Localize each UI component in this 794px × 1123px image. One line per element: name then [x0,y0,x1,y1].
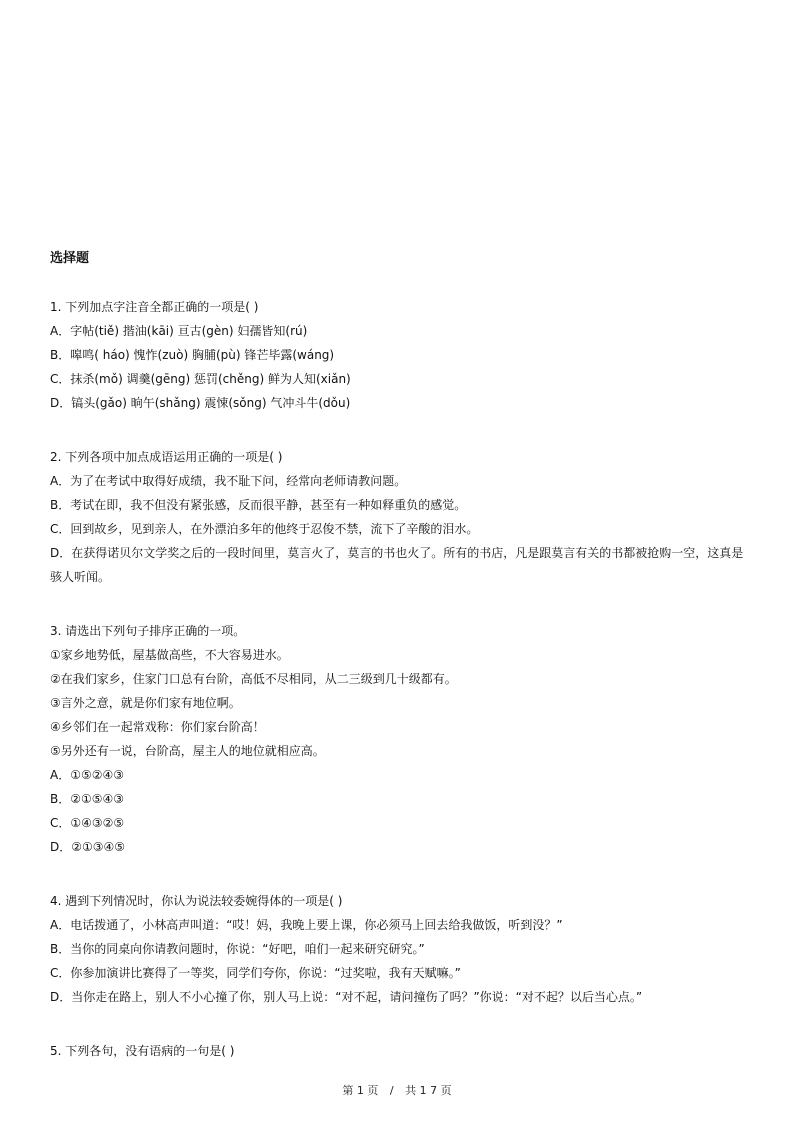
question-5 [50,1039,750,1063]
sentence-3: ③言外之意，就是你们家有地位啊。 [50,696,241,710]
current-page: 第 1 页 [342,1084,379,1097]
question-stem: 5. 下列各句，没有语病的一句是( ) [50,1044,235,1058]
page-footer [0,1083,794,1099]
question-stem: 1. 下列加点字注音全都正确的一项是( ) [50,300,259,314]
sentence-4: ④乡邻们在一起常戏称：你们家台阶高！ [50,720,265,734]
option-d: D．镐头(gǎo) 晌午(shǎng) 震悚(sǒng) 气冲斗牛(dǒu) [50,396,351,410]
option-c: C．回到故乡，见到亲人，在外漂泊多年的他终于忍俊不禁，流下了辛酸的泪水。 [50,522,479,536]
question-2 [50,445,750,589]
section-title: 选择题 [50,251,90,266]
option-b: B．考试在即，我不但没有紧张感，反而很平静，甚至有一种如释重负的感觉。 [50,498,467,512]
question-list [50,295,750,1093]
question-4 [50,889,750,1009]
option-b: B．当你的同桌向你请教问题时，你说：“好吧，咱们一起来研究研究。” [50,942,425,956]
question-stem: 4. 遇到下列情况时，你认为说法较委婉得体的一项是( ) [50,894,343,908]
total-pages: 共 1 7 页 [405,1084,452,1097]
question-stem: 2. 下列各项中加点成语运用正确的一项是( ) [50,450,283,464]
option-c: C．你参加演讲比赛得了一等奖，同学们夸你，你说：“过奖啦，我有天赋嘛。” [50,966,461,980]
sentence-5: ⑤另外还有一说，台阶高，屋主人的地位就相应高。 [50,744,325,758]
option-c: C．①④③②⑤ [50,816,125,830]
option-a: A．字帖(tiě) 揩油(kāi) 亘古(gèn) 妇孺皆知(rú) [50,324,308,338]
option-b: B．嗥鸣( háo) 愧怍(zuò) 胸脯(pù) 锋芒毕露(wáng) [50,348,335,362]
option-d: D．在获得诺贝尔文学奖之后的一段时间里，莫言火了，莫言的书也火了。所有的书店，凡是跟莫言有关的书都被抢购一空，这真是骇人听闻。 [50,546,744,584]
page-separator: / [389,1084,394,1097]
question-stem: 3. 请选出下列句子排序正确的一项。 [50,624,246,638]
option-a: A．电话拨通了，小林高声叫道：“哎！妈，我晚上要上课，你必须马上回去给我做饭，听到没？” [50,918,563,932]
option-a: A．为了在考试中取得好成绩，我不耻下问，经常向老师请教问题。 [50,474,407,488]
option-d: D．当你走在路上，别人不小心撞了你，别人马上说：“对不起，请问撞伤了吗？”你说：“对不起？以后当心点。” [50,990,643,1004]
option-b: B．②①⑤④③ [50,792,125,806]
option-c: C．抹杀(mǒ) 调羹(gēng) 惩罚(chěng) 鲜为人知(xiǎn) [50,372,351,386]
question-3 [50,619,750,859]
sentence-1: ①家乡地势低，屋基做高些，不大容易进水。 [50,648,289,662]
option-d: D．②①③④⑤ [50,840,126,854]
option-a: A．①⑤②④③ [50,768,124,782]
sentence-2: ②在我们家乡，住家门口总有台阶，高低不尽相同，从二三级到几十级都有。 [50,672,457,686]
question-1 [50,295,750,415]
